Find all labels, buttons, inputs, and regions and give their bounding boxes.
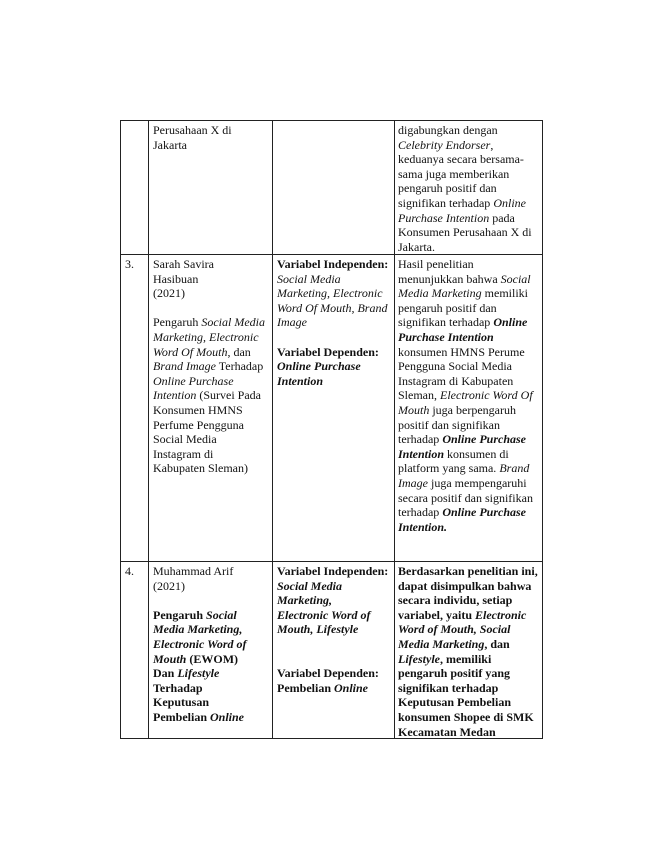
cell-text: Perusahaan X di Jakarta	[153, 123, 232, 152]
text-run: Online Purchase Intention	[398, 315, 528, 344]
text-run: konsumen di platform yang sama.	[398, 446, 509, 476]
study-info	[153, 257, 268, 476]
study-variables	[277, 257, 393, 388]
text-run: Electronic Word Of Mouth	[398, 388, 533, 417]
row-number-text: 4.	[125, 564, 134, 578]
text-run: Hasil penelitian menunjukkan bahwa	[398, 257, 501, 286]
independent-variables: Social Media Marketing, Electronic Word Of Mouth, Brand Image	[277, 271, 388, 330]
text-run: Brand Image	[398, 461, 530, 490]
independent-label: Variabel Independen:	[277, 564, 389, 578]
text-run: Lifestyle	[398, 651, 440, 666]
result-text	[398, 123, 540, 254]
text-run: Brand Image	[153, 359, 216, 374]
independent-variables: Social Media Marketing, Electronic Word of Mouth, Lifestyle	[277, 578, 371, 637]
dependent-variable-text: Pembelian	[277, 680, 334, 695]
text-run: Online Purchase Intention	[398, 432, 526, 461]
column-divider	[272, 120, 273, 739]
text-run: konsumen HMNS Perume Pengguna Social Media Instagram di Kabupaten Sleman,	[398, 344, 525, 403]
text-run: Pengaruh	[153, 607, 207, 622]
row-number-text: 3.	[125, 257, 134, 271]
text-run: pada Konsumen Perusahaan X di Jakarta.	[398, 210, 532, 254]
text-run: juga mempengaruhi secara positif dan signifikan terhadap	[398, 475, 533, 520]
result-text	[398, 257, 536, 534]
text-run: Celebrity Endorser	[398, 137, 491, 152]
column-divider	[148, 120, 149, 739]
result-text	[398, 564, 538, 739]
text-run: Berdasarkan penelitian ini, dapat disimpulkan bahwa secara individu, setiap variabel, yaitu	[398, 564, 538, 622]
publication-year: (2021)	[153, 578, 185, 593]
text-run: , keduanya secara bersama-sama juga memberikan pengaruh positif dan signifikan terhadap	[398, 137, 524, 210]
publication-year: (2021)	[153, 286, 185, 301]
text-run: Online Purchase Intention.	[398, 505, 526, 534]
row-continuation-company	[153, 123, 253, 152]
text-run: Online Purchase Intention	[398, 195, 526, 225]
row-number	[125, 564, 145, 579]
table-border-right	[542, 120, 543, 739]
text-run: Terhadap	[216, 359, 264, 374]
table-border-top	[120, 120, 543, 121]
dependent-variables: Online Purchase Intention	[277, 359, 361, 388]
text-run: Social Media Marketing	[398, 271, 531, 301]
literature-review-table	[120, 120, 543, 739]
column-divider	[394, 120, 395, 739]
text-run: juga berpengaruh positif dan signifikan terhadap	[398, 402, 516, 447]
study-result	[398, 257, 536, 534]
study-variables	[277, 564, 393, 695]
author-name: Muhammad Arif	[153, 564, 234, 578]
text-run: (EWOM) Dan	[153, 651, 239, 681]
text-run: Online	[210, 709, 245, 724]
text-run: , memiliki pengaruh positif yang signifikan terhadap Keputusan Pembelian konsumen Shopee di SMK Kecamatan Medan	[398, 651, 534, 739]
dependent-variables	[277, 681, 393, 696]
row-continuation-result	[398, 123, 540, 254]
dependent-label: Variabel Dependen:	[277, 344, 379, 359]
row-number	[125, 257, 145, 272]
text-run: memiliki pengaruh positif dan signifikan terhadap	[398, 286, 528, 330]
text-run: Pengaruh	[153, 315, 202, 330]
study-title	[153, 315, 265, 476]
text-run: digabungkan dengan	[398, 123, 498, 137]
text-run: , dan	[484, 636, 510, 651]
text-run: (Survei Pada Konsumen HMNS Perfume Pengguna Social Media Instagram di Kabupaten Sleman)	[153, 388, 261, 476]
text-run: Social Media Marketing, Electronic Word Of Mouth	[153, 315, 265, 359]
independent-label: Variabel Independen:	[277, 257, 389, 271]
text-run: Social Media Marketing, Electronic Word of Mouth	[153, 607, 247, 666]
row-divider	[120, 561, 543, 562]
text-run: Terhadap Keputusan Pembelian	[153, 680, 210, 724]
study-result	[398, 564, 538, 739]
dependent-variable-italic: Online	[334, 680, 369, 695]
dependent-label: Variabel Dependen:	[277, 665, 379, 680]
table-border-left	[120, 120, 121, 739]
text-run: Online Purchase Intention	[153, 373, 234, 403]
text-run: Lifestyle	[177, 666, 220, 681]
study-title	[153, 608, 261, 725]
text-run: , dan	[227, 344, 251, 359]
author-name: Sarah Savira Hasibuan	[153, 257, 214, 286]
text-run: Electronic Word of Mouth, Social Media Marketing	[398, 607, 527, 651]
study-info	[153, 564, 268, 725]
